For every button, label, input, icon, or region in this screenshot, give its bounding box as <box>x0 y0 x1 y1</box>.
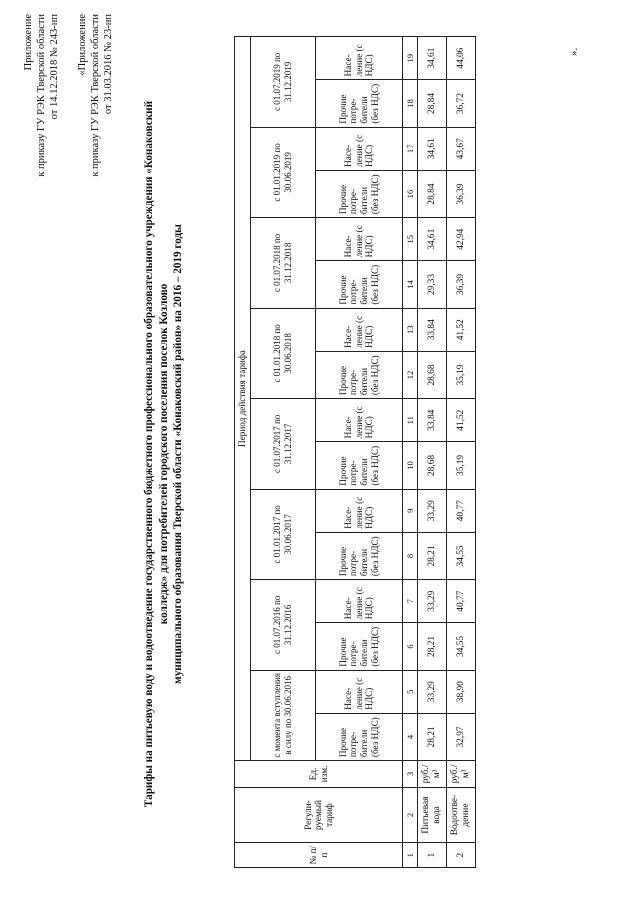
period-header: с 01.01.2019 по 30.06.2019 <box>251 127 316 217</box>
tariff-value: 34,61 <box>418 37 447 80</box>
tariff-value: 34,55 <box>447 623 476 670</box>
column-number: 1 <box>403 843 418 868</box>
period-header: с момента вступления в силу по 30.06.2016 <box>251 670 316 760</box>
header-tariff: Регули-руемый тариф <box>235 787 403 843</box>
subheader-other: Прочие потре-бители (без НДС) <box>316 170 403 217</box>
row-unit: руб./м³ <box>418 761 447 788</box>
tariff-value: 34,61 <box>418 127 447 170</box>
tariff-value: 28,21 <box>418 532 447 579</box>
tariff-value: 41,52 <box>447 308 476 351</box>
tariff-value: 33,84 <box>418 399 447 442</box>
period-header: с 01.01.2017 по 30.06.2017 <box>251 489 316 579</box>
tariff-table <box>234 36 476 868</box>
column-number: 18 <box>403 80 418 127</box>
column-number: 2 <box>403 787 418 843</box>
column-number: 19 <box>403 37 418 80</box>
period-header: с 01.07.2016 по 31.12.2016 <box>251 580 316 670</box>
table-row <box>418 37 447 868</box>
subheader-other: Прочие потре-бители (без НДС) <box>316 442 403 489</box>
column-number: 16 <box>403 170 418 217</box>
tariff-value: 40,77 <box>447 489 476 532</box>
tariff-value: 34,61 <box>418 218 447 261</box>
tariff-value: 28,84 <box>418 80 447 127</box>
tariff-value: 35,19 <box>447 442 476 489</box>
period-header: с 01.07.2018 по 31.12.2018 <box>251 218 316 308</box>
tariff-value: 29,33 <box>418 261 447 308</box>
row-tariff-name: Водоотве-дение <box>447 787 476 843</box>
subheader-other: Прочие потре-бители (без НДС) <box>316 623 403 670</box>
tariff-value: 43,67 <box>447 127 476 170</box>
subheader-other: Прочие потре-бители (без НДС) <box>316 80 403 127</box>
row-tariff-name: Питьевая вода <box>418 787 447 843</box>
tariff-value: 36,39 <box>447 170 476 217</box>
appendix-original-line3: от 31.03.2016 № 23-нп <box>103 14 114 115</box>
row-unit: руб./м³ <box>447 761 476 788</box>
title-line3: муниципального образования Тверской области «Конаковский район» на 2016 – 2019 годы <box>172 224 184 684</box>
period-header: с 01.01.2018 по 30.06.2018 <box>251 308 316 398</box>
column-number: 6 <box>403 623 418 670</box>
appendix-original <box>76 14 115 304</box>
title-line1: Тарифы на питьевую воду и водоотведение государственного бюджетного профессионального образовательного учреждения «Конаковский <box>143 100 155 808</box>
column-number: 7 <box>403 580 418 623</box>
document-title <box>142 84 186 824</box>
column-number: 3 <box>403 761 418 788</box>
subheader-population: Насе-ление (с НДС) <box>316 399 403 442</box>
closing-quote-mark: ». <box>568 47 580 56</box>
subheader-population: Насе-ление (с НДС) <box>316 670 403 713</box>
subheader-other: Прочие потре-бители (без НДС) <box>316 351 403 398</box>
tariff-value: 40,77 <box>447 580 476 623</box>
subheader-other: Прочие потре-бители (без НДС) <box>316 532 403 579</box>
period-header: с 01.07.2019 по 31.12.2019 <box>251 37 316 128</box>
column-number: 13 <box>403 308 418 351</box>
appendix-original-line1: «Приложение <box>77 14 88 76</box>
tariff-value: 36,72 <box>447 80 476 127</box>
appendix-current-line1: Приложение <box>23 14 34 71</box>
column-number: 5 <box>403 670 418 713</box>
row-number: 1 <box>418 843 447 868</box>
header-period: Период действия тарифа <box>235 37 251 761</box>
appendix-current-line2: к приказу ГУ РЭК Тверской области <box>36 14 47 177</box>
tariff-value: 28,21 <box>418 623 447 670</box>
subheader-population: Насе-ление (с НДС) <box>316 218 403 261</box>
tariff-value: 33,29 <box>418 489 447 532</box>
tariff-value: 33,29 <box>418 670 447 713</box>
column-number: 15 <box>403 218 418 261</box>
tariff-value: 36,39 <box>447 261 476 308</box>
column-number: 12 <box>403 351 418 398</box>
column-number: 4 <box>403 713 418 760</box>
tariff-value: 42,94 <box>447 218 476 261</box>
subheader-population: Насе-ление (с НДС) <box>316 580 403 623</box>
subheader-other: Прочие потре-бители (без НДС) <box>316 261 403 308</box>
tariff-value: 38,90 <box>447 670 476 713</box>
column-number: 17 <box>403 127 418 170</box>
header-unit: Ед. изм. <box>235 761 403 788</box>
appendix-original-line2: к приказу ГУ РЭК Тверской области <box>90 14 101 177</box>
tariff-value: 32,97 <box>447 713 476 760</box>
tariff-value: 44,06 <box>447 37 476 80</box>
tariff-value: 28,68 <box>418 442 447 489</box>
appendix-current-line3: от 14.12.2018 № 243-нп <box>49 14 60 120</box>
tariff-value: 28,84 <box>418 170 447 217</box>
row-number: 2 <box>447 843 476 868</box>
title-line2: колледж» для потребителей городского поселения поселок Козлово <box>157 283 170 625</box>
tariff-value: 33,29 <box>418 580 447 623</box>
tariff-value: 41,52 <box>447 399 476 442</box>
appendix-current <box>22 14 61 264</box>
column-number: 14 <box>403 261 418 308</box>
tariff-value: 34,55 <box>447 532 476 579</box>
column-number: 10 <box>403 442 418 489</box>
table-row <box>447 37 476 868</box>
tariff-value: 33,84 <box>418 308 447 351</box>
period-header: с 01.07.2017 по 31.12.2017 <box>251 399 316 489</box>
subheader-population: Насе-ление (с НДС) <box>316 489 403 532</box>
subheader-population: Насе-ление (с НДС) <box>316 127 403 170</box>
tariff-value: 35,19 <box>447 351 476 398</box>
column-number: 8 <box>403 532 418 579</box>
header-no: № п/п <box>235 843 403 868</box>
subheader-population: Насе-ление (с НДС) <box>316 308 403 351</box>
column-number: 9 <box>403 489 418 532</box>
tariff-value: 28,21 <box>418 713 447 760</box>
subheader-population: Насе-ление (с НДС) <box>316 37 403 80</box>
tariff-value: 28,68 <box>418 351 447 398</box>
subheader-other: Прочие потре-бители (без НДС) <box>316 713 403 760</box>
column-number: 11 <box>403 399 418 442</box>
